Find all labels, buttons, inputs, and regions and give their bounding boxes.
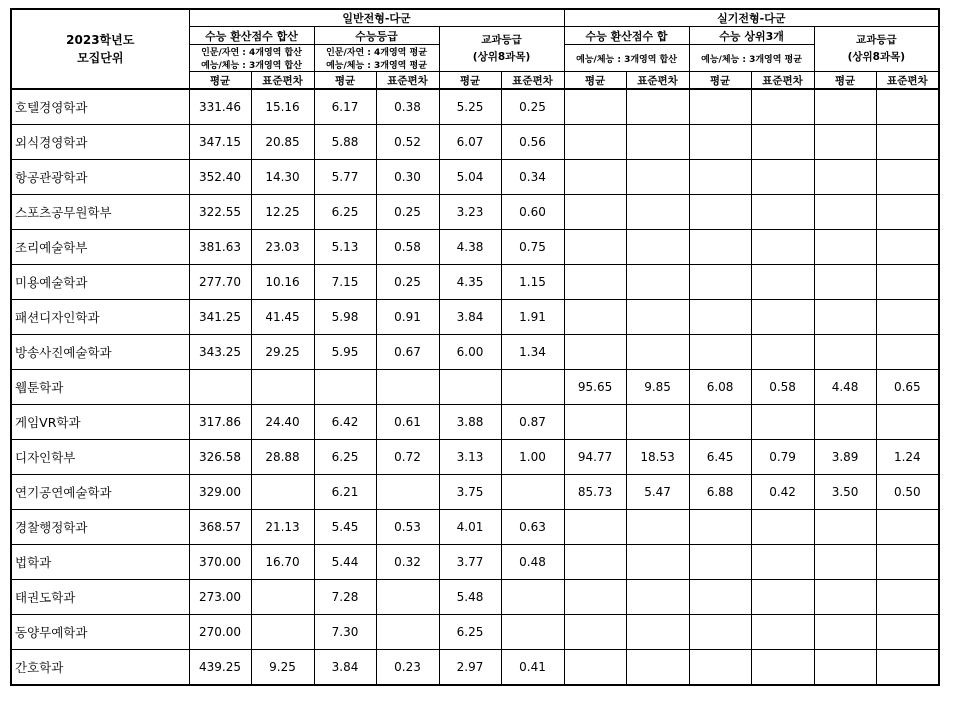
general-suneung-grade-header: 수능등급 [314, 27, 439, 45]
cell-average: 4.38 [439, 230, 501, 265]
cell-stddev: 0.53 [376, 510, 439, 545]
general-school-grade-line1: 교과등급 [481, 34, 522, 46]
general-suneung-grade-sub [314, 45, 439, 72]
cell-stddev: 0.65 [876, 370, 939, 405]
cell-average [689, 335, 751, 370]
department-name: 동양무예학과 [11, 615, 189, 650]
cell-stddev: 0.34 [501, 160, 564, 195]
table-row [11, 405, 939, 440]
department-name: 웹툰학과 [11, 370, 189, 405]
cell-average: 5.48 [439, 580, 501, 615]
cell-average: 331.46 [189, 89, 251, 125]
cell-average [689, 405, 751, 440]
cell-average: 5.77 [314, 160, 376, 195]
practical-suneung-total-sub: 예능/체능 : 3개영역 합산 [564, 45, 689, 72]
cell-average [564, 510, 626, 545]
department-name: 미용예술학과 [11, 265, 189, 300]
table-row [11, 265, 939, 300]
table-row [11, 335, 939, 370]
cell-average [564, 160, 626, 195]
table-row [11, 475, 939, 510]
cell-stddev [626, 230, 689, 265]
cell-stddev [876, 615, 939, 650]
department-name: 패션디자인학과 [11, 300, 189, 335]
cell-stddev: 0.38 [376, 89, 439, 125]
practical-school-grade-line1: 교과등급 [856, 34, 897, 46]
column-header-stddev: 표준편차 [876, 72, 939, 90]
cell-stddev [876, 335, 939, 370]
general-suneung-total-header: 수능 환산점수 합산 [189, 27, 314, 45]
cell-stddev [501, 580, 564, 615]
cell-average: 3.84 [314, 650, 376, 686]
cell-average: 381.63 [189, 230, 251, 265]
cell-stddev [876, 160, 939, 195]
cell-average [564, 89, 626, 125]
cell-average: 270.00 [189, 615, 251, 650]
cell-stddev [876, 265, 939, 300]
cell-stddev: 20.85 [251, 125, 314, 160]
cell-average: 322.55 [189, 195, 251, 230]
cell-average [439, 370, 501, 405]
cell-average: 7.15 [314, 265, 376, 300]
department-name: 디자인학부 [11, 440, 189, 475]
cell-stddev [751, 580, 814, 615]
cell-stddev [501, 615, 564, 650]
cell-stddev [876, 125, 939, 160]
cell-stddev [626, 265, 689, 300]
cell-average: 5.04 [439, 160, 501, 195]
cell-average: 85.73 [564, 475, 626, 510]
cell-stddev [376, 580, 439, 615]
cell-stddev: 5.47 [626, 475, 689, 510]
column-header-stddev: 표준편차 [751, 72, 814, 90]
cell-average: 4.01 [439, 510, 501, 545]
cell-stddev [876, 405, 939, 440]
cell-average [689, 580, 751, 615]
table-row [11, 195, 939, 230]
cell-average: 94.77 [564, 440, 626, 475]
table-row [11, 370, 939, 405]
cell-average [564, 125, 626, 160]
department-name: 외식경영학과 [11, 125, 189, 160]
cell-average [814, 300, 876, 335]
cell-stddev: 1.91 [501, 300, 564, 335]
cell-average [564, 230, 626, 265]
cell-stddev [251, 370, 314, 405]
cell-average [689, 650, 751, 686]
cell-average [689, 125, 751, 160]
cell-average: 6.25 [314, 440, 376, 475]
cell-stddev: 0.87 [501, 405, 564, 440]
general-suneung-total-sub [189, 45, 314, 72]
cell-average: 3.23 [439, 195, 501, 230]
cell-average [814, 230, 876, 265]
cell-average [814, 580, 876, 615]
cell-average: 5.13 [314, 230, 376, 265]
cell-stddev: 41.45 [251, 300, 314, 335]
cell-average [689, 615, 751, 650]
cell-average: 439.25 [189, 650, 251, 686]
cell-stddev [751, 265, 814, 300]
cell-average [689, 300, 751, 335]
practical-suneung-top3-sub: 예능/체능 : 3개영역 평균 [689, 45, 814, 72]
department-name: 경찰행정학과 [11, 510, 189, 545]
cell-stddev: 0.30 [376, 160, 439, 195]
table-row [11, 580, 939, 615]
cell-stddev [376, 615, 439, 650]
cell-stddev [251, 475, 314, 510]
cell-stddev: 9.85 [626, 370, 689, 405]
cell-average: 6.08 [689, 370, 751, 405]
department-name: 게임VR학과 [11, 405, 189, 440]
cell-average: 273.00 [189, 580, 251, 615]
cell-stddev: 29.25 [251, 335, 314, 370]
cell-stddev: 10.16 [251, 265, 314, 300]
department-name: 간호학과 [11, 650, 189, 686]
cell-stddev [251, 580, 314, 615]
column-header-stddev: 표준편차 [376, 72, 439, 90]
department-name: 스포츠공무원학부 [11, 195, 189, 230]
department-name: 호텔경영학과 [11, 89, 189, 125]
cell-average [564, 405, 626, 440]
cell-stddev [751, 125, 814, 160]
admission-stats-table [10, 8, 940, 686]
cell-stddev [751, 300, 814, 335]
cell-average [814, 650, 876, 686]
cell-average [814, 125, 876, 160]
column-header-stddev: 표준편차 [501, 72, 564, 90]
cell-stddev: 0.91 [376, 300, 439, 335]
cell-average: 6.07 [439, 125, 501, 160]
cell-average: 4.48 [814, 370, 876, 405]
cell-stddev: 0.79 [751, 440, 814, 475]
cell-average: 3.50 [814, 475, 876, 510]
general-school-grade-header [439, 27, 564, 72]
column-header-average: 평균 [814, 72, 876, 90]
cell-average: 341.25 [189, 300, 251, 335]
cell-stddev [626, 89, 689, 125]
cell-average: 5.88 [314, 125, 376, 160]
cell-stddev [751, 89, 814, 125]
cell-average: 277.70 [189, 265, 251, 300]
department-name: 항공관광학과 [11, 160, 189, 195]
cell-stddev: 0.72 [376, 440, 439, 475]
cell-average [564, 580, 626, 615]
cell-stddev: 0.25 [376, 195, 439, 230]
column-header-stddev: 표준편차 [251, 72, 314, 90]
cell-stddev: 0.32 [376, 545, 439, 580]
department-name: 법학과 [11, 545, 189, 580]
cell-stddev: 0.41 [501, 650, 564, 686]
cell-average: 3.84 [439, 300, 501, 335]
cell-stddev: 0.60 [501, 195, 564, 230]
cell-average: 5.44 [314, 545, 376, 580]
cell-stddev [626, 335, 689, 370]
cell-average [814, 160, 876, 195]
cell-stddev [376, 475, 439, 510]
cell-average [814, 405, 876, 440]
cell-stddev: 23.03 [251, 230, 314, 265]
cell-stddev: 1.15 [501, 265, 564, 300]
cell-stddev: 15.16 [251, 89, 314, 125]
column-header-average: 평균 [314, 72, 376, 90]
cell-average [564, 265, 626, 300]
cell-average [564, 650, 626, 686]
column-header-average: 평균 [189, 72, 251, 90]
unit-header-label: 모집단위 [77, 51, 124, 65]
table-row [11, 510, 939, 545]
cell-average: 3.13 [439, 440, 501, 475]
cell-average [689, 545, 751, 580]
table-row [11, 615, 939, 650]
cell-stddev: 0.58 [751, 370, 814, 405]
cell-average: 352.40 [189, 160, 251, 195]
cell-stddev [751, 545, 814, 580]
cell-stddev: 12.25 [251, 195, 314, 230]
column-header-average: 평균 [439, 72, 501, 90]
department-name: 조리예술학부 [11, 230, 189, 265]
cell-stddev: 0.25 [376, 265, 439, 300]
cell-average [689, 230, 751, 265]
cell-average [564, 545, 626, 580]
cell-stddev: 14.30 [251, 160, 314, 195]
cell-stddev [876, 300, 939, 335]
table-row [11, 160, 939, 195]
column-header-average: 평균 [564, 72, 626, 90]
cell-average: 317.86 [189, 405, 251, 440]
cell-average [814, 510, 876, 545]
cell-stddev: 28.88 [251, 440, 314, 475]
table-row [11, 650, 939, 686]
department-name: 연기공연예술학과 [11, 475, 189, 510]
cell-average: 6.25 [439, 615, 501, 650]
cell-average [689, 510, 751, 545]
cell-average: 5.98 [314, 300, 376, 335]
cell-average: 3.75 [439, 475, 501, 510]
cell-stddev [626, 580, 689, 615]
cell-average: 326.58 [189, 440, 251, 475]
cell-stddev [501, 370, 564, 405]
cell-stddev [626, 160, 689, 195]
cell-stddev [751, 195, 814, 230]
cell-stddev [876, 89, 939, 125]
cell-stddev [876, 230, 939, 265]
cell-average: 343.25 [189, 335, 251, 370]
cell-stddev [751, 510, 814, 545]
cell-average: 4.35 [439, 265, 501, 300]
cell-average: 329.00 [189, 475, 251, 510]
cell-average: 6.42 [314, 405, 376, 440]
general-suneung-grade-sub2: 예능/체능 : 3개영역 평균 [326, 61, 427, 71]
cell-stddev: 0.50 [876, 475, 939, 510]
cell-average [814, 545, 876, 580]
cell-stddev: 0.42 [751, 475, 814, 510]
cell-stddev: 0.48 [501, 545, 564, 580]
cell-stddev [626, 545, 689, 580]
cell-stddev [751, 650, 814, 686]
table-row [11, 545, 939, 580]
cell-average [689, 265, 751, 300]
practical-suneung-total-header: 수능 환산점수 합 [564, 27, 689, 45]
cell-stddev: 0.52 [376, 125, 439, 160]
cell-average: 5.95 [314, 335, 376, 370]
cell-average [814, 265, 876, 300]
cell-average: 3.89 [814, 440, 876, 475]
cell-stddev [751, 615, 814, 650]
cell-average [564, 300, 626, 335]
cell-stddev [876, 580, 939, 615]
practical-admission-header: 실기전형-다군 [564, 9, 939, 27]
table-row [11, 440, 939, 475]
general-school-grade-line2: (상위8과목) [472, 51, 531, 63]
general-suneung-total-sub1: 인문/자연 : 4개영역 합산 [201, 48, 302, 58]
cell-stddev [626, 650, 689, 686]
cell-stddev [626, 405, 689, 440]
cell-stddev [751, 230, 814, 265]
cell-average: 95.65 [564, 370, 626, 405]
cell-average [564, 195, 626, 230]
cell-stddev [626, 125, 689, 160]
cell-stddev [626, 615, 689, 650]
cell-stddev [501, 475, 564, 510]
cell-stddev: 0.67 [376, 335, 439, 370]
cell-stddev: 0.23 [376, 650, 439, 686]
cell-average: 370.00 [189, 545, 251, 580]
cell-stddev: 24.40 [251, 405, 314, 440]
cell-average [564, 615, 626, 650]
column-header-average: 평균 [689, 72, 751, 90]
cell-stddev: 1.34 [501, 335, 564, 370]
cell-stddev: 0.61 [376, 405, 439, 440]
cell-average: 3.77 [439, 545, 501, 580]
practical-school-grade-line2: (상위8과목) [847, 51, 906, 63]
cell-stddev: 0.25 [501, 89, 564, 125]
cell-average: 6.88 [689, 475, 751, 510]
cell-stddev [876, 510, 939, 545]
unit-header [11, 9, 189, 89]
cell-average [689, 160, 751, 195]
cell-stddev [751, 160, 814, 195]
unit-header-year: 2023학년도 [66, 33, 135, 47]
general-suneung-grade-sub1: 인문/자연 : 4개영역 평균 [326, 48, 427, 58]
cell-average [689, 89, 751, 125]
cell-stddev [876, 545, 939, 580]
cell-average: 7.28 [314, 580, 376, 615]
cell-average: 6.21 [314, 475, 376, 510]
cell-stddev: 1.00 [501, 440, 564, 475]
cell-stddev [626, 510, 689, 545]
cell-average [689, 195, 751, 230]
cell-average: 347.15 [189, 125, 251, 160]
cell-stddev [876, 195, 939, 230]
cell-average [814, 195, 876, 230]
cell-average: 6.45 [689, 440, 751, 475]
cell-average: 368.57 [189, 510, 251, 545]
cell-stddev: 18.53 [626, 440, 689, 475]
cell-stddev: 0.56 [501, 125, 564, 160]
practical-school-grade-header [814, 27, 939, 72]
cell-average: 7.30 [314, 615, 376, 650]
department-name: 태권도학과 [11, 580, 189, 615]
cell-stddev: 9.25 [251, 650, 314, 686]
cell-stddev [876, 650, 939, 686]
cell-stddev: 16.70 [251, 545, 314, 580]
cell-stddev [751, 405, 814, 440]
cell-average: 3.88 [439, 405, 501, 440]
cell-stddev: 0.75 [501, 230, 564, 265]
cell-average: 6.25 [314, 195, 376, 230]
cell-average [564, 335, 626, 370]
cell-average: 6.00 [439, 335, 501, 370]
cell-average [814, 335, 876, 370]
cell-average [314, 370, 376, 405]
column-header-stddev: 표준편차 [626, 72, 689, 90]
cell-average [814, 89, 876, 125]
cell-average [814, 615, 876, 650]
table-row [11, 230, 939, 265]
cell-stddev: 21.13 [251, 510, 314, 545]
cell-average: 6.17 [314, 89, 376, 125]
cell-average: 5.25 [439, 89, 501, 125]
cell-average: 2.97 [439, 650, 501, 686]
cell-stddev [251, 615, 314, 650]
department-name: 방송사진예술학과 [11, 335, 189, 370]
general-admission-header: 일반전형-다군 [189, 9, 564, 27]
general-suneung-total-sub2: 예능/체능 : 3개영역 합산 [201, 61, 302, 71]
cell-stddev [626, 300, 689, 335]
cell-stddev: 0.63 [501, 510, 564, 545]
cell-stddev [376, 370, 439, 405]
table-row [11, 300, 939, 335]
table-row [11, 89, 939, 125]
cell-average: 5.45 [314, 510, 376, 545]
cell-stddev: 0.58 [376, 230, 439, 265]
cell-average [189, 370, 251, 405]
cell-stddev [626, 195, 689, 230]
practical-suneung-top3-header: 수능 상위3개 [689, 27, 814, 45]
table-row [11, 125, 939, 160]
cell-stddev: 1.24 [876, 440, 939, 475]
cell-stddev [751, 335, 814, 370]
